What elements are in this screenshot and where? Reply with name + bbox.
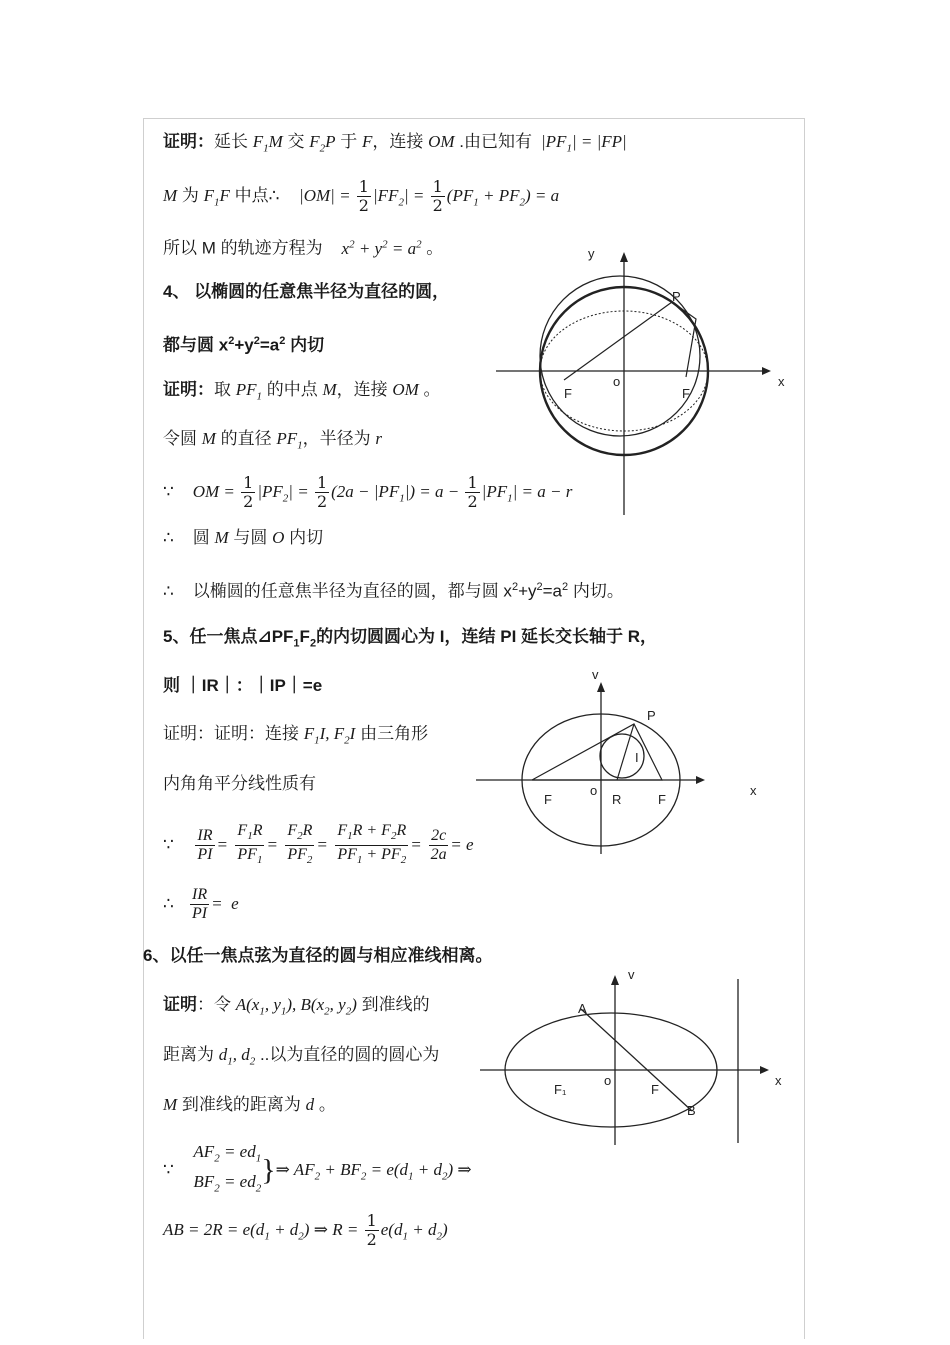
fig2-f1-label: F [544,792,552,807]
fig3-o-label: o [604,1073,612,1088]
fig1-x-label: x [778,374,785,389]
item4-proof2: 令圆 M 的直径 $PF_1$，半径为 r [163,429,382,452]
item4-title2: 都与圆 $x^2+y^2=a^2$ 内切 [163,335,325,355]
fig2-i-label: I [635,750,639,765]
fig1-f1-label: F [564,386,572,401]
figure-ellipse-tangent-circles [490,240,800,525]
fig2-o-label: o [590,783,598,798]
proof3-line1: 证明：延长 $F_1M$ 交 $F_2P$ 于 F，连接 OM .由已知有 $|PF_1| = |FP|$ [163,132,627,155]
fig1-y-label: y [588,246,595,261]
fig2-y-label: v [592,667,599,682]
item5-proof2: 内角角平分线性质有 [163,774,316,793]
item5-proof3: ∵ $\frac{IR}{PI}$ = $\frac{F_1R}{PF_1}$ = $\frac{F_2R}{PF_2}$ = $\frac{F_1R + F_2R}{PF_1 + PF_2}$ = $\frac{2c}{2a}$ = e [163,822,474,867]
proof3-line2: M 为 $F_1F$ 中点∴ |OM| = $\frac{1}{2}$ $|FF_2|$ = $\frac{1}{2}$ $(PF_1 + PF_2) = a$ [163,177,560,215]
fig1-f2-label: F [682,386,690,401]
item4-proof1: 证明：取 $PF_1$ 的中点 M，连接 OM 。 [163,380,441,403]
figure-focal-chord [478,963,788,1148]
fig3-f1-label: F₁ [554,1082,567,1097]
fig3-f2-label: F [651,1082,659,1097]
item6-title: 6、以任一焦点弦为直径的圆与相应准线相离。 [143,946,493,965]
item4-proof3: ∵ OM = $\frac{1}{2}$ $|PF_2|$ = $\frac{1}{2}$ $(2a - |PF_1|) = a$ − $\frac{1}{2}$ $|PF_1| = a - r$ [163,473,573,511]
item6-proof3: M 到准线的距离为 d 。 [163,1095,336,1114]
item6-proof5: AB = $2R = e(d_1 + d_2)$ ⇒ R = $\frac{1}{2}$ $e(d_1 + d_2)$ [163,1211,448,1249]
fig2-r-label: R [612,792,622,807]
fig3-a-label: A [578,1001,587,1016]
fig1-p-label: P [672,289,681,304]
fig3-y-label: v [628,967,635,982]
figure-incircle-triangle [472,664,772,859]
fig3-b-label: B [687,1103,696,1118]
item6-proof4: ∵ $AF_2 = ed_1$ $BF_2 = ed_2$ }⇒ $AF_2 + BF_2 = e(d_1 + d_2)$ ⇒ [163,1142,472,1195]
fig2-x-label: x [750,783,757,798]
item5-proof1: 证明：证明：连接 $F_1I$, $F_2I$ 由三角形 [163,724,429,747]
item6-proof1: 证明：令 $A(x_1$, $y_1$), $B(x_2$, $y_2$) 到准线的 [163,995,430,1018]
fig3-x-label: x [775,1073,782,1088]
item4-proof4: ∴ 圆 M 与圆 O 内切 [163,528,324,547]
fig2-f2-label: F [658,792,666,807]
item6-proof2: 距离为 $d_1$, $d_2$ ..以为直径的圆的圆心为 [163,1045,440,1068]
item5-title: 5、任一焦点$⊿PF_1F_2$的内切圆圆心为 I，连结 PI 延长交长轴于 R， [163,627,658,650]
fig2-p-label: P [647,708,656,723]
proof3-line3: 所以 M 的轨迹方程为 $x^2 + y^2 = a^2$ 。 [163,238,444,258]
item4-proof5: ∴ 以椭圆的任意焦半径为直径的圆，都与圆 $x^2+y^2=a^2$ 内切。 [163,581,624,601]
item5-title2: 则 ｜IR｜：｜IP｜=e [163,676,323,695]
item4-title1: 4、 以椭圆的任意焦半径为直径的圆， [163,282,450,301]
fig1-o-label: o [613,374,621,389]
item5-proof4: ∴ $\frac{IR}{PI}$ = e [163,886,239,922]
